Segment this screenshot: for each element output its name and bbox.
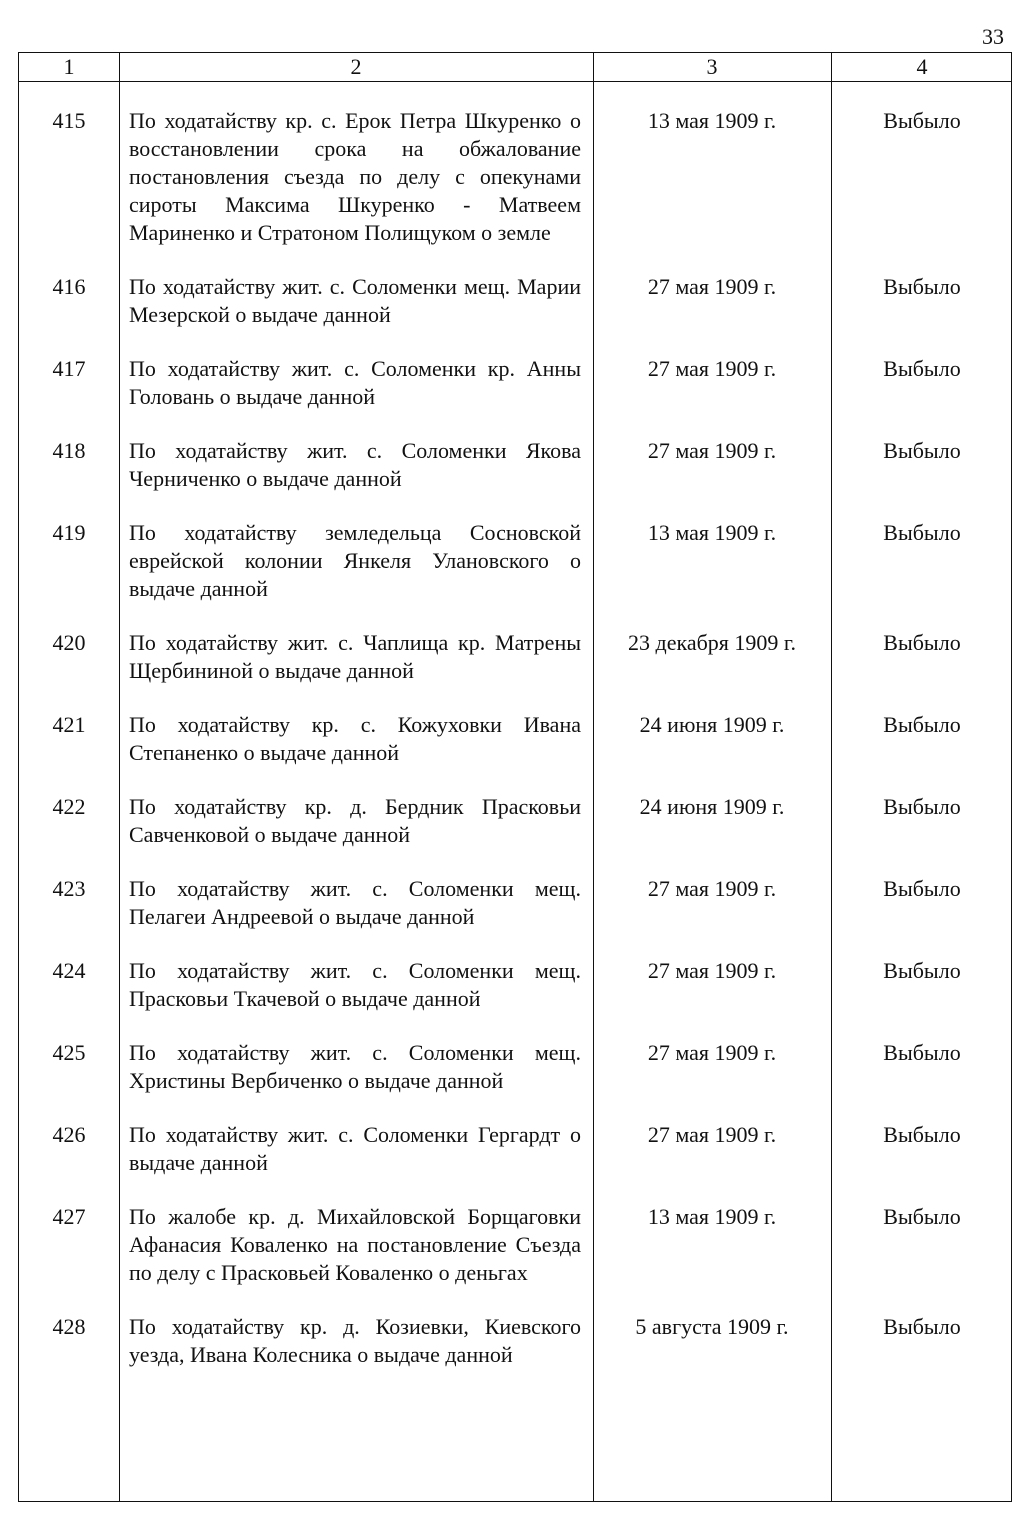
row-date: 13 мая 1909 г. xyxy=(647,520,777,545)
row-description: По ходатайству жит. с. Чаплища кр. Матрены Щербининой о выдаче данной xyxy=(129,630,581,683)
row-description: По ходатайству жит. с. Соломенки мещ. Марии Мезерской о выдаче данной xyxy=(129,274,581,327)
table-body xyxy=(19,107,1011,1369)
row-status: Выбыло xyxy=(883,356,961,381)
row-date: 27 мая 1909 г. xyxy=(647,438,777,463)
row-date: 23 декабря 1909 г. xyxy=(628,630,796,655)
page-number: 33 xyxy=(982,24,1004,49)
header-col-2: 2 xyxy=(350,54,362,79)
table-row xyxy=(19,711,1011,767)
row-status: Выбыло xyxy=(883,630,961,655)
row-description: По ходатайству кр. д. Бердник Прасковьи Савченковой о выдаче данной xyxy=(129,794,581,847)
row-number: 420 xyxy=(52,630,86,655)
row-status: Выбыло xyxy=(883,1204,961,1229)
row-description: По ходатайству жит. с. Соломенки Гергардт о выдаче данной xyxy=(129,1122,581,1175)
row-status: Выбыло xyxy=(883,438,961,463)
table-row xyxy=(19,437,1011,493)
row-number: 428 xyxy=(52,1314,86,1339)
table-row xyxy=(19,519,1011,603)
table-row xyxy=(19,793,1011,849)
table-row xyxy=(19,957,1011,1013)
row-status: Выбыло xyxy=(883,958,961,983)
row-number: 418 xyxy=(52,438,86,463)
row-date: 27 мая 1909 г. xyxy=(647,1040,777,1065)
row-status: Выбыло xyxy=(883,794,961,819)
row-number: 426 xyxy=(52,1122,86,1147)
row-description: По жалобе кр. д. Михайловской Борщаговки Афанасия Коваленко на постановление Съезда по делу с Прасковьей Коваленко о деньгах xyxy=(129,1204,581,1285)
row-number: 415 xyxy=(52,108,86,133)
row-date: 27 мая 1909 г. xyxy=(647,274,777,299)
row-status: Выбыло xyxy=(883,108,961,133)
row-date: 24 июня 1909 г. xyxy=(639,794,785,819)
table-row xyxy=(19,107,1011,247)
row-status: Выбыло xyxy=(883,1314,961,1339)
row-date: 5 августа 1909 г. xyxy=(635,1314,789,1339)
row-status: Выбыло xyxy=(883,1122,961,1147)
row-date: 27 мая 1909 г. xyxy=(647,356,777,381)
row-description: По ходатайству жит. с. Соломенки мещ. Прасковьи Ткачевой о выдаче данной xyxy=(129,958,581,1011)
row-number: 422 xyxy=(52,794,86,819)
table-row xyxy=(19,273,1011,329)
row-description: По ходатайству жит. с. Соломенки мещ. Пелагеи Андреевой о выдаче данной xyxy=(129,876,581,929)
row-date: 13 мая 1909 г. xyxy=(647,1204,777,1229)
row-date: 27 мая 1909 г. xyxy=(647,876,777,901)
row-status: Выбыло xyxy=(883,876,961,901)
row-number: 427 xyxy=(52,1204,86,1229)
table-row xyxy=(19,1203,1011,1287)
header-col-1: 1 xyxy=(63,54,75,79)
row-number: 425 xyxy=(52,1040,86,1065)
table-header xyxy=(19,53,1011,82)
row-date: 13 мая 1909 г. xyxy=(647,108,777,133)
row-status: Выбыло xyxy=(883,520,961,545)
row-date: 27 мая 1909 г. xyxy=(647,958,777,983)
row-number: 424 xyxy=(52,958,86,983)
row-number: 416 xyxy=(52,274,86,299)
row-date: 24 июня 1909 г. xyxy=(639,712,785,737)
table-row xyxy=(19,355,1011,411)
row-description: По ходатайству жит. с. Соломенки кр. Анны Головань о выдаче данной xyxy=(129,356,581,409)
row-status: Выбыло xyxy=(883,712,961,737)
row-number: 423 xyxy=(52,876,86,901)
row-number: 419 xyxy=(52,520,86,545)
table-row xyxy=(19,1039,1011,1095)
row-description: По ходатайству земледельца Сосновской еврейской колонии Янкеля Улановского о выдаче данной xyxy=(129,520,581,601)
row-description: По ходатайству кр. д. Козиевки, Киевского уезда, Ивана Колесника о выдаче данной xyxy=(129,1314,581,1367)
table-row xyxy=(19,875,1011,931)
row-date: 27 мая 1909 г. xyxy=(647,1122,777,1147)
row-number: 421 xyxy=(52,712,86,737)
row-status: Выбыло xyxy=(883,274,961,299)
header-col-3: 3 xyxy=(706,54,718,79)
row-number: 417 xyxy=(52,356,86,381)
registry-table xyxy=(18,52,1012,1502)
row-description: По ходатайству кр. с. Ерок Петра Шкуренко о восстановлении срока на обжалование постановления съезда по делу с опекунами сироты Максима Шкуренко - Матвеем Мариненко и Стратоном Полищуком о земле xyxy=(129,108,581,245)
header-col-4: 4 xyxy=(916,54,928,79)
row-status: Выбыло xyxy=(883,1040,961,1065)
table-row xyxy=(19,1121,1011,1177)
row-description: По ходатайству кр. с. Кожуховки Ивана Степаненко о выдаче данной xyxy=(129,712,581,765)
table-row xyxy=(19,629,1011,685)
row-description: По ходатайству жит. с. Соломенки мещ. Христины Вербиченко о выдаче данной xyxy=(129,1040,581,1093)
table-row xyxy=(19,1313,1011,1369)
row-description: По ходатайству жит. с. Соломенки Якова Черниченко о выдаче данной xyxy=(129,438,581,491)
